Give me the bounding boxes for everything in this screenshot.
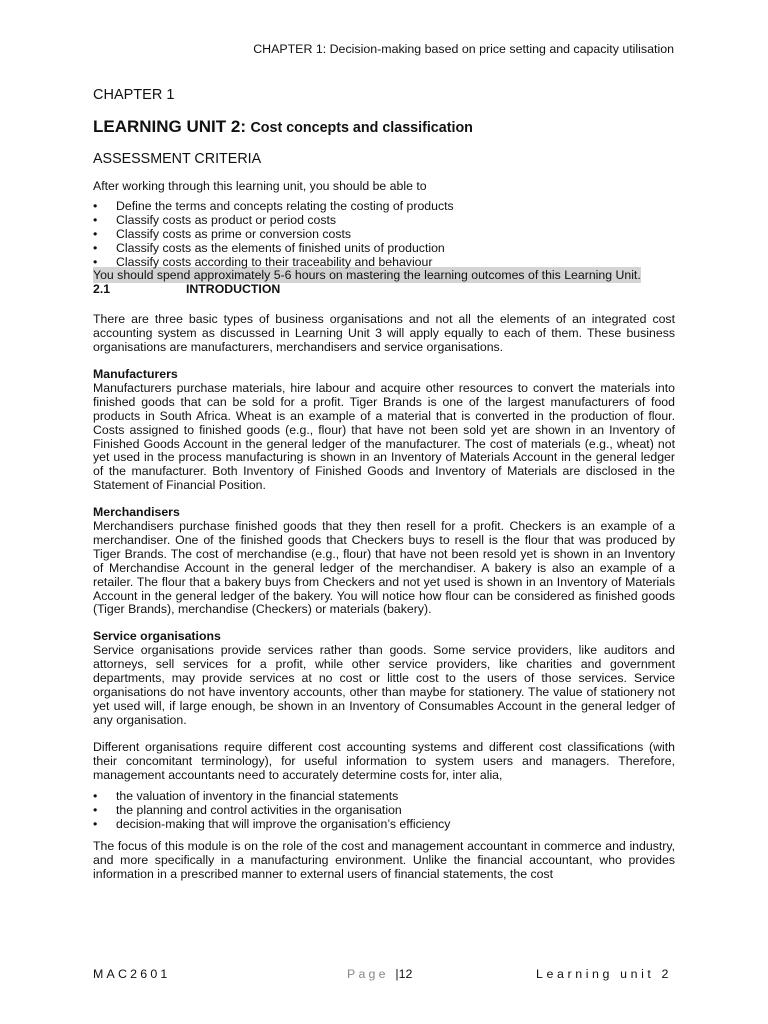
focus-paragraph: The focus of this module is on the role of the cost and management accountant in commerce and industry, and more specifically in a manufacturing environment. Unlike the financial accountant, who provides information in a prescribed manner to external users of financial statements, the cost xyxy=(93,839,675,881)
manufacturers-heading: Manufacturers xyxy=(93,366,178,381)
running-header: CHAPTER 1: Decision-making based on price setting and capacity utilisation xyxy=(253,42,674,56)
assessment-heading: ASSESSMENT CRITERIA xyxy=(93,151,262,167)
merchandisers-paragraph: Merchandisers purchase finished goods that they then resell for a profit. Checkers is an example of a merchandiser. One of the finished goods that Checkers buys to resell is the flour that was produced by Tiger Brands. The cost of merchandise (e.g., flour) that have not been resold yet is shown in an Inventory of Merchandise Account in the general ledger of the merchandiser. A bakery is also an example of a retailer. The flour that a bakery buys from Checkers and not yet used is shown in an Inventory of Materials Account in the general ledger of the bakery. You will notice how flour can be considered as finished goods (Tiger Brands), merchandise (Checkers) or materials (bakery). xyxy=(93,519,675,617)
list-item: • Classify costs according to their traceability and behaviour xyxy=(93,254,433,269)
list-item: • Classify costs as the elements of finished units of production xyxy=(93,240,445,255)
bullet-icon: • xyxy=(93,817,98,832)
service-heading: Service organisations xyxy=(93,629,221,644)
cost-systems-paragraph: Different organisations require different cost accounting systems and different cost classifications (with their concomitant terminology), for useful information to system users and managers. Therefore, management accountants need to accurately determine costs for, inter alia, xyxy=(93,739,675,782)
page-number: 12 xyxy=(398,967,413,981)
service-paragraph: Service organisations provide services rather than goods. Some service providers, like auditors and attorneys, sell services for a profit, while other service providers, like charities and government departments, may provide services at no cost or little cost to the users of those services. Service organisations do not have inventory accounts, other than maybe for stationery. The value of stationery not yet used will, if large enough, be shown in an Inventory of Consumables Account in the general ledger of any organisation. xyxy=(93,643,675,727)
page-word: Page xyxy=(347,967,389,981)
unit-title-prefix: LEARNING UNIT 2: xyxy=(93,117,246,136)
list-item: • decision-making that will improve the organisation’s efficiency xyxy=(93,817,451,832)
page-separator: | xyxy=(395,967,399,981)
list-item: • the valuation of inventory in the financial statements xyxy=(93,789,399,804)
merchandisers-heading: Merchandisers xyxy=(93,505,180,520)
section-heading xyxy=(93,283,675,297)
list-item: • Define the terms and concepts relating the costing of products xyxy=(93,198,454,213)
bullet-icon: • xyxy=(93,198,98,213)
bullet-icon: • xyxy=(93,803,98,818)
bullet-icon: • xyxy=(93,212,98,227)
footer-page-number xyxy=(347,967,412,981)
bullet-icon: • xyxy=(93,226,98,241)
footer-module-code: MAC2601 xyxy=(93,967,171,981)
footer-unit-label: Learning unit 2 xyxy=(536,967,672,981)
bullet-icon: • xyxy=(93,240,98,255)
manufacturers-paragraph: Manufacturers purchase materials, hire labour and acquire other resources to convert the materials into finished goods that can be sold for a profit. Tiger Brands is one of the largest manufacturers of food products in South Africa. Wheat is an example of a material that is converted in the production of flour. Costs assigned to finished goods (e.g., flour) that have not been sold yet are shown in an Inventory of Finished Goods Account in the general ledger of the manufacturer. The cost of materials (e.g., wheat) not yet used in the process manufacturing is shown in an Inventory of Materials Account in the general ledger of the manufacturer. Both Inventory of Finished Goods and Inventory of Materials are disclosed in the Statement of Financial Position. xyxy=(93,380,675,493)
chapter-label: CHAPTER 1 xyxy=(93,87,175,103)
bullet-icon: • xyxy=(93,254,98,269)
list-item: • Classify costs as prime or conversion costs xyxy=(93,226,352,241)
intro-paragraph: There are three basic types of business organisations and not all the elements of an integrated cost accounting system as discussed in Learning Unit 3 will apply equally to each of them. These business organisations are manufacturers, merchandisers and service organisations. xyxy=(93,312,675,355)
purposes-list xyxy=(93,790,675,832)
unit-title-name: Cost concepts and classification xyxy=(250,120,473,136)
time-note: You should spend approximately 5-6 hours on mastering the learning outcomes of this Learning Unit. xyxy=(93,268,641,283)
list-item: • the planning and control activities in the organisation xyxy=(93,803,402,818)
section-number: 2.1 xyxy=(93,282,111,297)
list-item: • Classify costs as product or period costs xyxy=(93,212,337,227)
learning-unit-title xyxy=(93,117,473,137)
section-title: INTRODUCTION xyxy=(186,282,281,297)
criteria-list xyxy=(93,200,675,270)
page-body xyxy=(93,180,675,882)
assessment-intro: After working through this learning unit, you should be able to xyxy=(93,179,427,193)
bullet-icon: • xyxy=(93,789,98,804)
